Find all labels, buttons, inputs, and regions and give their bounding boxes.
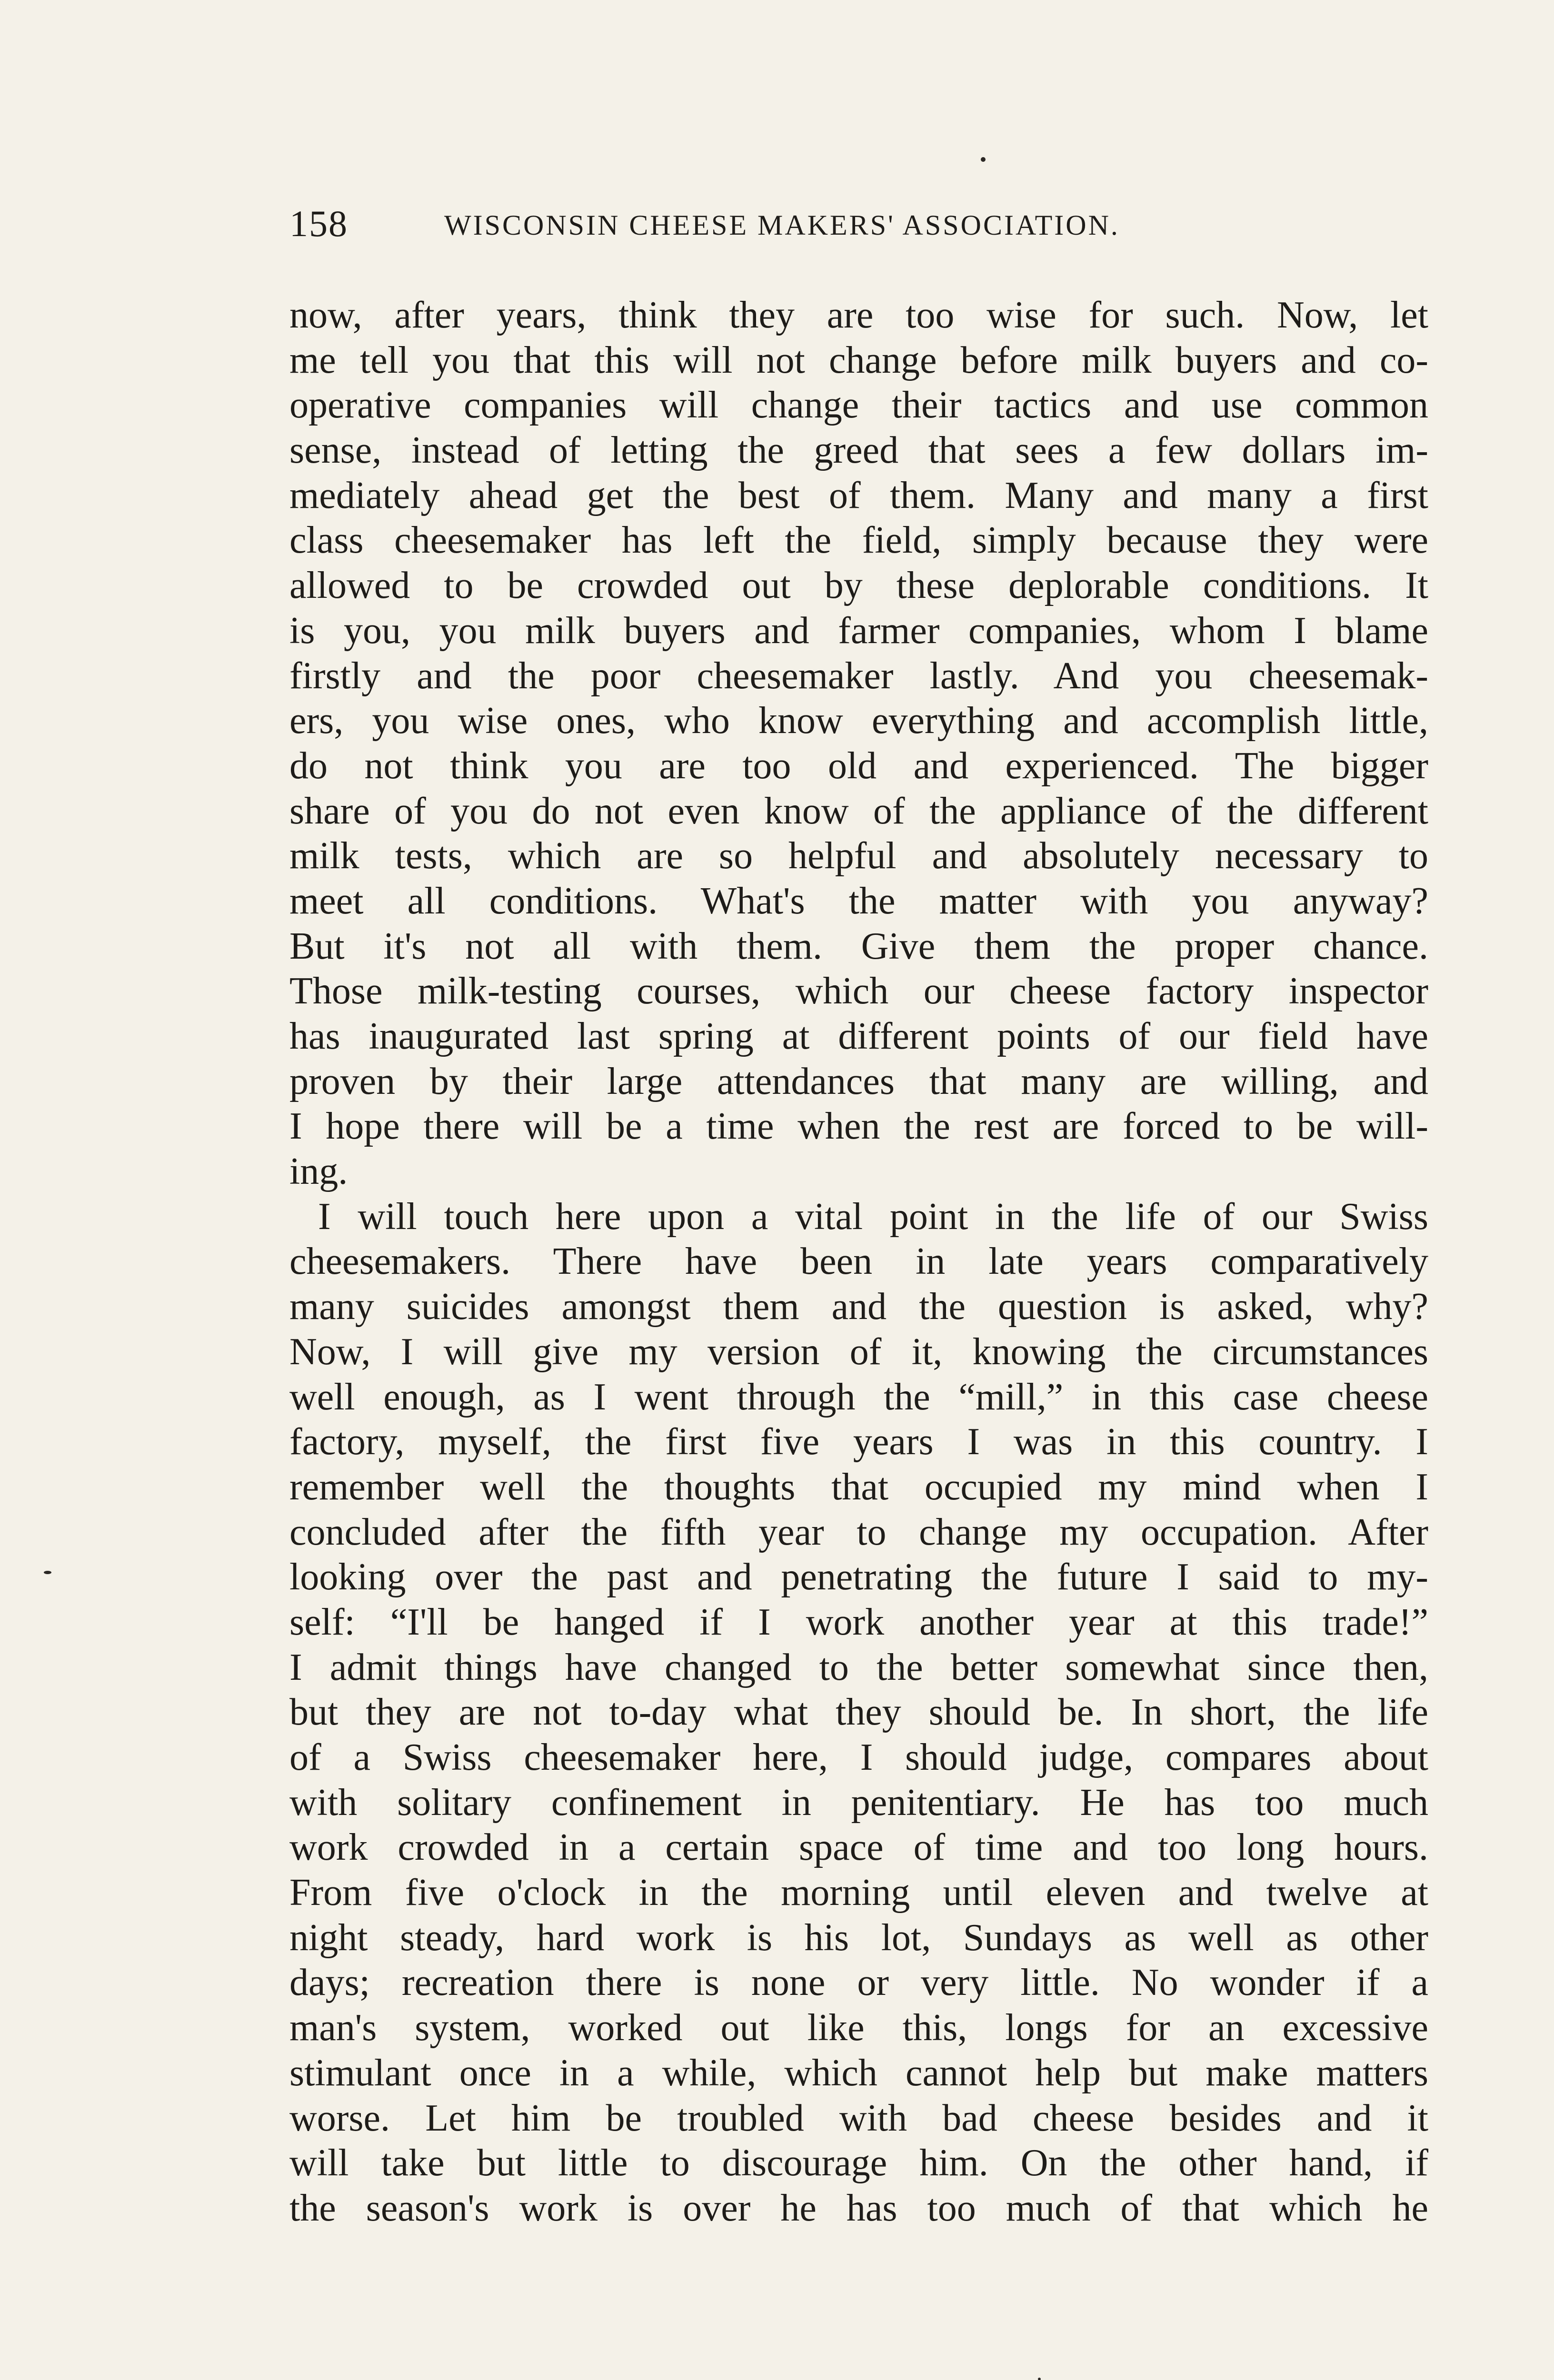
text-line: many suicides amongst them and the question is asked, why?	[289, 1286, 1428, 1328]
text-line: cheesemakers. There have been in late years comparatively	[289, 1240, 1428, 1283]
ink-speck	[981, 157, 986, 162]
text-line: days; recreation there is none or very little. No wonder if a	[289, 1962, 1428, 2004]
text-line: self: “I'll be hanged if I work another year at this trade!”	[289, 1601, 1428, 1643]
text-line: allowed to be crowded out by these deplorable conditions. It	[289, 565, 1428, 607]
text-line: meet all conditions. What's the matter with you anyway?	[289, 880, 1428, 922]
page-header	[289, 200, 1432, 257]
page-number: 158	[289, 203, 348, 244]
text-line: of a Swiss cheesemaker here, I should judge, compares about	[289, 1736, 1428, 1778]
text-line: Now, I will give my version of it, knowing the circumstances	[289, 1330, 1428, 1373]
text-line: looking over the past and penetrating the future I said to my-	[289, 1556, 1428, 1598]
text-line: From five o'clock in the morning until eleven and twelve at	[289, 1872, 1428, 1914]
text-line: worse. Let him be troubled with bad cheese besides and it	[289, 2097, 1428, 2139]
text-line: sense, instead of letting the greed that sees a few dollars im-	[289, 429, 1428, 472]
text-line: I admit things have changed to the better somewhat since then,	[289, 1646, 1428, 1688]
paragraph-start-line: I will touch here upon a vital point in the life of our Swiss	[318, 1195, 1428, 1238]
text-line: milk tests, which are so helpful and absolutely necessary to	[289, 835, 1428, 877]
text-line: well enough, as I went through the “mill,” in this case cheese	[289, 1376, 1428, 1418]
text-line: proven by their large attendances that many are willing, and	[289, 1060, 1428, 1102]
text-line: me tell you that this will not change before milk buyers and co-	[289, 339, 1428, 381]
text-line: work crowded in a certain space of time and too long hours.	[289, 1826, 1428, 1869]
text-line: I hope there will be a time when the rest are forced to be will-	[289, 1105, 1428, 1148]
text-line: with solitary confinement in penitentiary. He has too much	[289, 1781, 1428, 1824]
text-line: But it's not all with them. Give them the proper chance.	[289, 925, 1428, 967]
ink-speck	[44, 1571, 51, 1574]
text-line: class cheesemaker has left the field, simply because they were	[289, 519, 1428, 562]
text-line: concluded after the fifth year to change my occupation. After	[289, 1511, 1428, 1553]
text-line: the season's work is over he has too much of that which he	[289, 2187, 1428, 2229]
text-line: stimulant once in a while, which cannot help but make matters	[289, 2052, 1428, 2094]
text-line: but they are not to-day what they should be. In short, the life	[289, 1691, 1428, 1734]
ink-speck	[1038, 2378, 1041, 2380]
text-line: do not think you are too old and experienced. The bigger	[289, 744, 1428, 787]
text-line: share of you do not even know of the appliance of the different	[289, 790, 1428, 832]
text-line: factory, myself, the first five years I was in this country. I	[289, 1421, 1428, 1463]
text-line: firstly and the poor cheesemaker lastly. And you cheesemak-	[289, 654, 1428, 697]
paragraph-end-line: ing.	[289, 1150, 348, 1193]
text-line: ers, you wise ones, who know everything and accomplish little,	[289, 700, 1428, 742]
text-line: now, after years, think they are too wise for such. Now, let	[289, 294, 1428, 336]
text-line: remember well the thoughts that occupied my mind when I	[289, 1466, 1428, 1508]
text-line: man's system, worked out like this, longs for an excessive	[289, 2007, 1428, 2049]
text-line: has inaugurated last spring at different points of our field have	[289, 1015, 1428, 1057]
running-head: WISCONSIN CHEESE MAKERS' ASSOCIATION.	[444, 209, 1120, 241]
text-line: is you, you milk buyers and farmer companies, whom I blame	[289, 609, 1428, 652]
text-line: Those milk-testing courses, which our cheese factory inspector	[289, 970, 1428, 1012]
text-line: mediately ahead get the best of them. Many and many a first	[289, 474, 1428, 516]
text-line: night steady, hard work is his lot, Sundays as well as other	[289, 1916, 1428, 1959]
text-line: operative companies will change their tactics and use common	[289, 384, 1428, 426]
body-text	[289, 293, 1428, 2231]
text-line: will take but little to discourage him. On the other hand, if	[289, 2142, 1428, 2184]
